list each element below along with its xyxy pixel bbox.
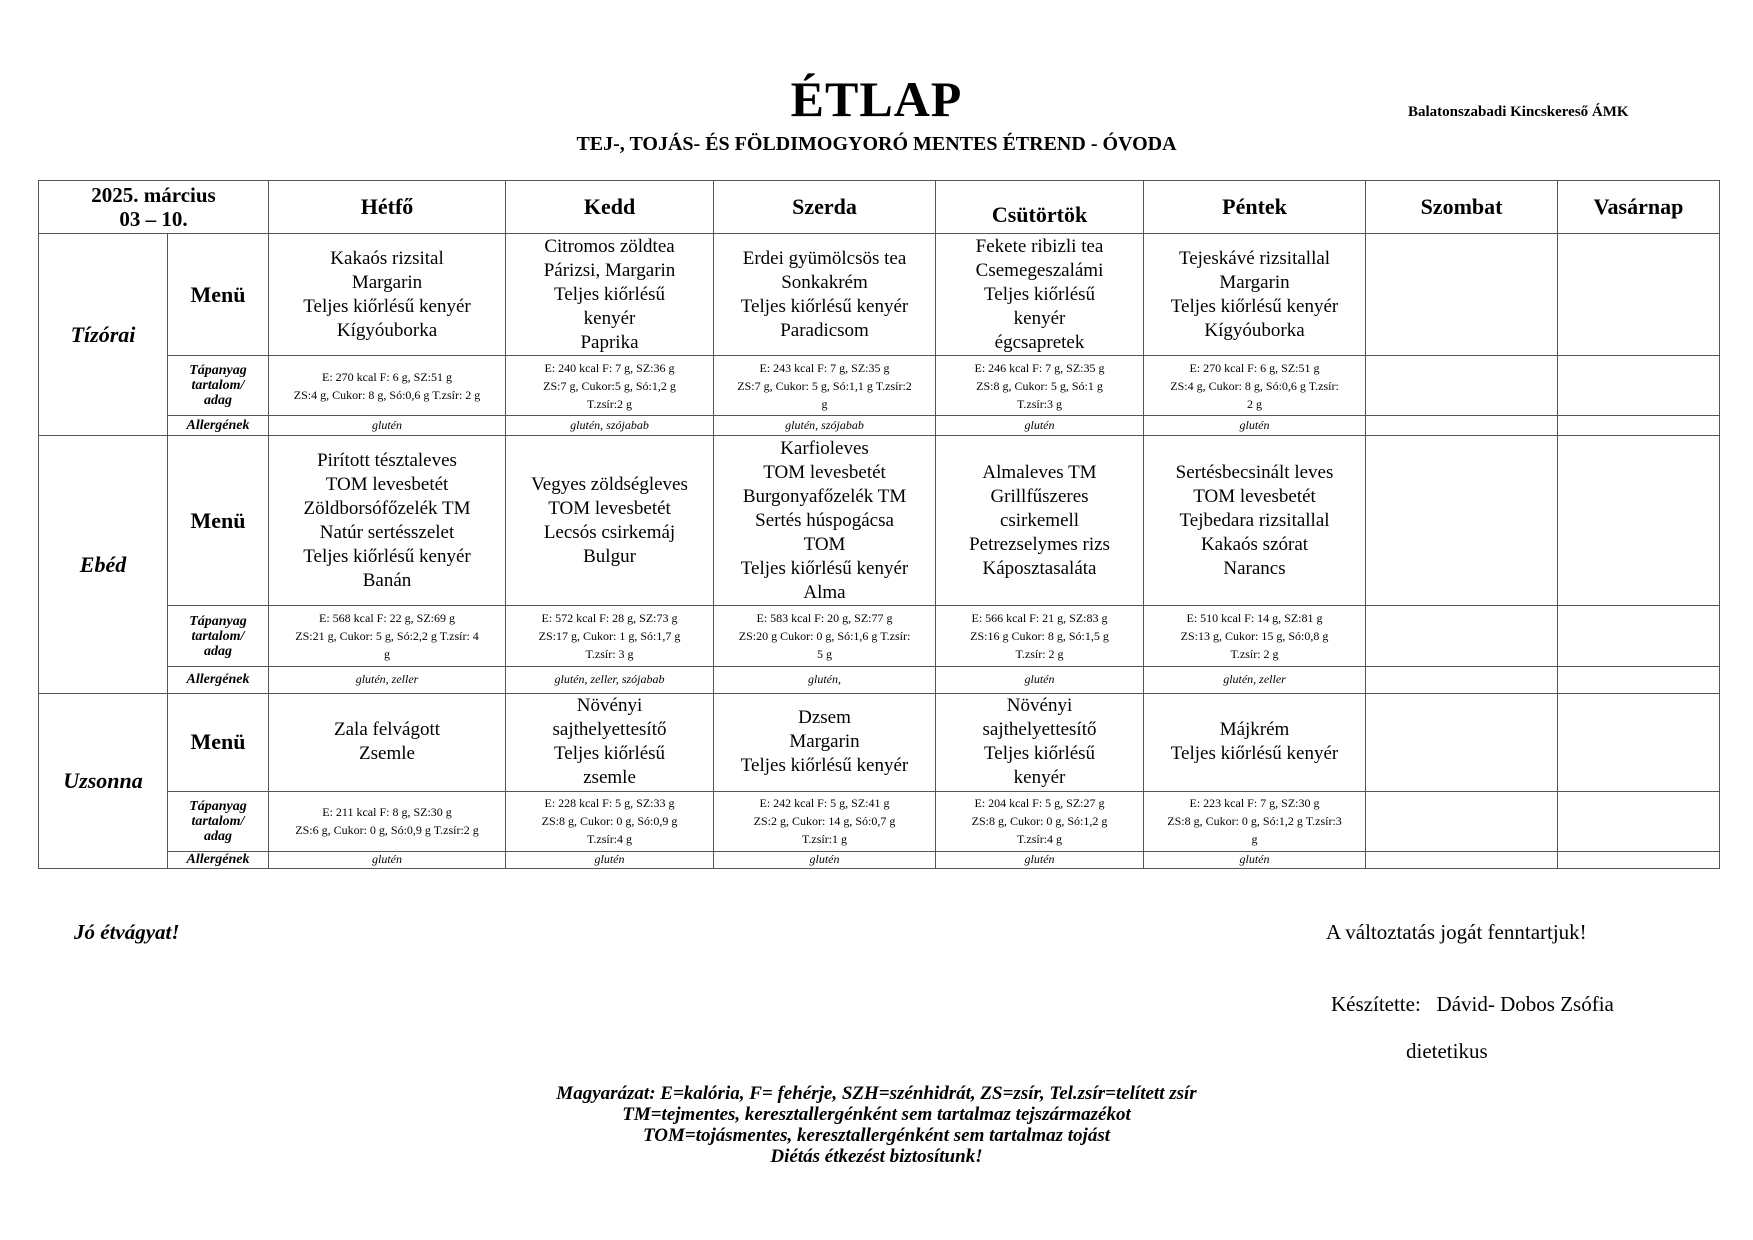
- menu-item: Májkrém: [1219, 719, 1290, 741]
- menu-cell: [1366, 436, 1558, 606]
- bon-appetit-text: Jó étvágyat!: [74, 920, 180, 944]
- nutrition-label-line: Tápanyag: [189, 363, 247, 379]
- legend-line: TOM=tojásmentes, keresztallergénként sem tartalmaz tojást: [642, 1125, 1111, 1146]
- menu-cell: [269, 436, 506, 606]
- nutrition-cell: [1366, 606, 1558, 666]
- menu-item: Teljes kiőrlésű kenyér: [303, 295, 471, 317]
- menu-cell: [1558, 693, 1720, 791]
- menu-item: égcsapretek: [994, 331, 1085, 353]
- menu-cell: [1144, 234, 1366, 356]
- menu-item: TOM levesbetét: [548, 497, 671, 519]
- nutrition-cell: [1144, 791, 1366, 851]
- page-subtitle: TEJ-, TOJÁS- ÉS FÖLDIMOGYORÓ MENTES ÉTREND - ÓVODA: [576, 133, 1177, 155]
- nutrition-label-line: Tápanyag: [189, 798, 247, 814]
- menu-item: Petrezselymes rizs: [969, 533, 1110, 555]
- menu-item: Teljes kiőrlésű: [983, 743, 1096, 765]
- legend-line: Magyarázat: E=kalória, F= fehérje, SZH=szénhidrát, ZS=zsír, Tel.zsír=telített zsír: [556, 1083, 1197, 1104]
- nutrition-cell: [506, 606, 714, 666]
- nutrition-line: 2 g: [1247, 396, 1263, 411]
- nutrition-line: E: 510 kcal F: 14 g, SZ:81 g: [1186, 611, 1323, 626]
- menu-item: Burgonyafőzelék TM: [742, 485, 907, 507]
- menu-label: Menü: [168, 436, 269, 606]
- nutrition-cell: [269, 356, 506, 416]
- menu-item: Sertésbecsinált leves: [1175, 461, 1334, 483]
- nutrition-line: T.zsír:4 g: [586, 832, 633, 847]
- menu-item: csirkemell: [999, 509, 1080, 531]
- nutrition-row: [39, 356, 1720, 416]
- author-role: dietetikus: [1406, 1039, 1488, 1063]
- nutrition-label: [168, 606, 269, 666]
- allergen-cell: glutén: [269, 416, 506, 436]
- menu-item: sajthelyettesítő: [552, 719, 667, 741]
- nutrition-cell: [714, 606, 936, 666]
- menu-item: Paprika: [580, 331, 639, 353]
- menu-cell: [1558, 234, 1720, 356]
- allergen-cell: glutén,: [714, 666, 936, 693]
- menu-item: Tejeskávé rizsitallal: [1178, 247, 1331, 269]
- menu-item: kenyér: [1013, 307, 1066, 329]
- menu-item: TOM levesbetét: [325, 473, 449, 495]
- meal-name: Ebéd: [39, 436, 168, 693]
- nutrition-line: T.zsír: 2 g: [1230, 647, 1279, 662]
- menu-cell: [506, 436, 714, 606]
- menu-label: Menü: [168, 234, 269, 356]
- allergen-cell: [1558, 851, 1720, 868]
- nutrition-line: E: 568 kcal F: 22 g, SZ:69 g: [319, 611, 456, 626]
- menu-row: [39, 436, 1720, 606]
- menu-cell: [1558, 436, 1720, 606]
- nutrition-line: ZS:21 g, Cukor: 5 g, Só:2,2 g T.zsír: 4: [295, 629, 479, 644]
- menu-item: Teljes kiőrlésű kenyér: [1170, 295, 1339, 317]
- menu-item: Vegyes zöldségleves: [531, 473, 688, 495]
- nutrition-line: E: 572 kcal F: 28 g, SZ:73 g: [541, 611, 678, 626]
- nutrition-line: E: 246 kcal F: 7 g, SZ:35 g: [974, 360, 1105, 375]
- menu-cell: [506, 693, 714, 791]
- nutrition-line: ZS:7 g, Cukor: 5 g, Só:1,1 g T.zsír:2: [737, 378, 912, 393]
- nutrition-label-line: adag: [204, 828, 232, 844]
- menu-item: Almaleves TM: [982, 461, 1097, 483]
- menu-row: [39, 234, 1720, 356]
- nutrition-cell: [1144, 606, 1366, 666]
- menu-item: TOM levesbetét: [1193, 485, 1316, 507]
- allergen-cell: [1366, 416, 1558, 436]
- legend-line: TM=tejmentes, keresztallergénként sem tartalmaz tejszármazékot: [622, 1104, 1131, 1125]
- allergen-cell: glutén, szójabab: [506, 416, 714, 436]
- nutrition-line: E: 566 kcal F: 21 g, SZ:83 g: [971, 611, 1108, 626]
- menu-item: Fekete ribizli tea: [975, 235, 1104, 257]
- menu-item: Bulgur: [583, 545, 636, 567]
- allergen-cell: glutén, zeller: [269, 666, 506, 693]
- nutrition-line: ZS:4 g, Cukor: 8 g, Só:0,6 g T.zsír: 2 g: [293, 387, 481, 402]
- nutrition-line: 5 g: [817, 647, 833, 662]
- nutrition-line: ZS:4 g, Cukor: 8 g, Só:0,6 g T.zsír:: [1170, 378, 1339, 393]
- nutrition-line: ZS:8 g, Cukor: 5 g, Só:1 g: [976, 378, 1103, 393]
- nutrition-cell: [714, 356, 936, 416]
- allergen-row: [39, 851, 1720, 868]
- menu-item: Karfioleves: [780, 437, 869, 459]
- institution-name: Balatonszabadi Kincskereső ÁMK: [1408, 104, 1629, 120]
- menu-cell: [714, 693, 936, 791]
- nutrition-line: E: 240 kcal F: 7 g, SZ:36 g: [544, 360, 675, 375]
- allergen-row: [39, 666, 1720, 693]
- date-days: 03 – 10.: [119, 207, 188, 232]
- meal-name: Uzsonna: [39, 693, 168, 868]
- menu-cell: [1144, 436, 1366, 606]
- nutrition-cell: [1558, 791, 1720, 851]
- menu-item: Margarin: [351, 271, 423, 293]
- nutrition-line: E: 204 kcal F: 5 g, SZ:27 g: [974, 796, 1105, 811]
- nutrition-cell: [1558, 356, 1720, 416]
- allergen-cell: glutén, zeller: [1144, 666, 1366, 693]
- nutrition-line: g: [1251, 832, 1258, 847]
- menu-item: Narancs: [1223, 557, 1286, 579]
- menu-item: Kígyóuborka: [1204, 319, 1305, 341]
- nutrition-label-line: tartalom/: [191, 628, 245, 644]
- menu-cell: [714, 234, 936, 356]
- legend-block: [0, 1083, 1753, 1167]
- menu-item: Kakaós rizsital: [330, 247, 444, 269]
- menu-item: Teljes kiőrlésű kenyér: [740, 557, 909, 579]
- menu-item: Zala felvágott: [334, 719, 441, 741]
- menu-label: Menü: [168, 693, 269, 791]
- menu-item: Paradicsom: [780, 319, 869, 341]
- nutrition-line: ZS:6 g, Cukor: 0 g, Só:0,9 g T.zsír:2 g: [295, 823, 479, 838]
- menu-item: Teljes kiőrlésű kenyér: [740, 295, 909, 317]
- nutrition-cell: [1366, 356, 1558, 416]
- allergens-label: Allergének: [168, 416, 269, 436]
- legend-line: Diétás étkezést biztosítunk!: [770, 1146, 983, 1167]
- nutrition-line: E: 211 kcal F: 8 g, SZ:30 g: [322, 805, 452, 820]
- nutrition-cell: [936, 356, 1144, 416]
- nutrition-line: E: 583 kcal F: 20 g, SZ:77 g: [756, 611, 893, 626]
- menu-row: [39, 693, 1720, 791]
- nutrition-cell: [506, 791, 714, 851]
- nutrition-line: ZS:8 g, Cukor: 0 g, Só:1,2 g: [971, 814, 1108, 829]
- menu-item: sajthelyettesítő: [982, 719, 1097, 741]
- menu-item: Zsemle: [359, 743, 415, 765]
- menu-item: kenyér: [1013, 767, 1066, 789]
- nutrition-line: T.zsír: 2 g: [1015, 647, 1064, 662]
- menu-item: TOM levesbetét: [763, 461, 886, 483]
- day-header: Vasárnap: [1558, 181, 1720, 234]
- allergens-label: Allergének: [168, 851, 269, 868]
- nutrition-line: ZS:8 g, Cukor: 0 g, Só:0,9 g: [541, 814, 678, 829]
- nutrition-label-line: tartalom/: [191, 813, 245, 829]
- menu-item: Sertés húspogácsa: [755, 509, 894, 531]
- menu-item: Zöldborsófőzelék TM: [303, 497, 471, 519]
- allergen-cell: glutén: [506, 851, 714, 868]
- menu-item: Margarin: [1219, 271, 1290, 293]
- menu-cell: [1366, 693, 1558, 791]
- nutrition-line: g: [821, 396, 828, 411]
- menu-item: Teljes kiőrlésű kenyér: [1170, 743, 1339, 765]
- allergen-cell: glutén: [1144, 416, 1366, 436]
- menu-item: Teljes kiőrlésű: [553, 743, 666, 765]
- nutrition-cell: [269, 606, 506, 666]
- nutrition-line: E: 223 kcal F: 7 g, SZ:30 g: [1189, 796, 1320, 811]
- nutrition-cell: [936, 606, 1144, 666]
- nutrition-line: E: 242 kcal F: 5 g, SZ:41 g: [759, 796, 890, 811]
- allergen-cell: glutén: [936, 666, 1144, 693]
- nutrition-line: T.zsír: 3 g: [585, 647, 634, 662]
- nutrition-label-line: adag: [204, 643, 232, 659]
- nutrition-line: E: 243 kcal F: 7 g, SZ:35 g: [759, 360, 890, 375]
- nutrition-cell: [936, 791, 1144, 851]
- allergen-cell: [1366, 851, 1558, 868]
- nutrition-line: T.zsír:3 g: [1016, 396, 1063, 411]
- nutrition-line: ZS:7 g, Cukor:5 g, Só:1,2 g: [543, 378, 676, 393]
- menu-item: Pirított tésztaleves: [317, 449, 457, 471]
- nutrition-line: ZS:2 g, Cukor: 14 g, Só:0,7 g: [753, 814, 896, 829]
- nutrition-line: E: 270 kcal F: 6 g, SZ:51 g: [322, 369, 453, 384]
- menu-cell: [269, 693, 506, 791]
- allergen-cell: [1558, 666, 1720, 693]
- nutrition-line: ZS:8 g, Cukor: 0 g, Só:1,2 g T.zsír:3: [1167, 814, 1342, 829]
- allergen-cell: [1366, 666, 1558, 693]
- menu-item: Növényi: [1006, 695, 1073, 717]
- menu-item: Grillfűszeres: [990, 485, 1089, 507]
- menu-item: Sonkakrém: [781, 271, 868, 293]
- allergen-cell: glutén, zeller, szójabab: [506, 666, 714, 693]
- nutrition-label-line: tartalom/: [191, 378, 245, 394]
- nutrition-line: T.zsír:1 g: [801, 832, 848, 847]
- menu-cell: [506, 234, 714, 356]
- nutrition-line: ZS:13 g, Cukor: 15 g, Só:0,8 g: [1180, 629, 1329, 644]
- day-header: Szombat: [1366, 181, 1558, 234]
- nutrition-line: E: 270 kcal F: 6 g, SZ:51 g: [1189, 360, 1320, 375]
- nutrition-label: [168, 791, 269, 851]
- menu-item: Teljes kiőrlésű: [553, 283, 666, 305]
- menu-cell: [936, 436, 1144, 606]
- day-header: Szerda: [714, 181, 936, 234]
- menu-item: Erdei gyümölcsös tea: [742, 247, 907, 269]
- menu-item: Tejbedara rizsitallal: [1179, 509, 1330, 531]
- menu-item: Dzsem: [798, 707, 851, 729]
- allergen-cell: glutén: [936, 416, 1144, 436]
- menu-item: TOM: [803, 533, 846, 555]
- menu-table: [38, 180, 1720, 869]
- menu-item: Kakaós szórat: [1200, 533, 1309, 555]
- menu-item: kenyér: [583, 307, 636, 329]
- menu-cell: [936, 234, 1144, 356]
- nutrition-cell: [269, 791, 506, 851]
- nutrition-cell: [1558, 606, 1720, 666]
- allergen-cell: glutén: [714, 851, 936, 868]
- menu-item: Lecsós csirkemáj: [543, 521, 676, 543]
- nutrition-cell: [506, 356, 714, 416]
- menu-item: Citromos zöldtea: [544, 235, 675, 257]
- day-header: Csütörtök: [936, 181, 1144, 234]
- menu-item: Teljes kiőrlésű kenyér: [303, 545, 471, 567]
- nutrition-line: T.zsír:2 g: [586, 396, 633, 411]
- nutrition-line: ZS:16 g Cukor: 8 g, Só:1,5 g: [970, 629, 1109, 644]
- menu-item: Párizsi, Margarin: [543, 259, 676, 281]
- menu-item: Teljes kiőrlésű kenyér: [740, 755, 909, 777]
- allergen-cell: glutén: [269, 851, 506, 868]
- nutrition-cell: [1144, 356, 1366, 416]
- menu-item: Káposztasaláta: [982, 557, 1097, 579]
- menu-item: Margarin: [789, 731, 860, 753]
- header-row: [39, 181, 1720, 234]
- date-range-cell: [39, 181, 269, 234]
- menu-cell: [269, 234, 506, 356]
- menu-cell: [1366, 234, 1558, 356]
- page-title: ÉTLAP: [790, 71, 963, 127]
- menu-item: Kígyóuborka: [336, 319, 438, 341]
- nutrition-line: E: 228 kcal F: 5 g, SZ:33 g: [544, 796, 675, 811]
- allergen-cell: glutén: [1144, 851, 1366, 868]
- menu-item: Növényi: [576, 695, 643, 717]
- nutrition-line: g: [384, 647, 391, 662]
- menu-item: Natúr sertésszelet: [319, 521, 455, 543]
- allergen-cell: [1558, 416, 1720, 436]
- nutrition-line: T.zsír:4 g: [1016, 832, 1063, 847]
- menu-cell: [1144, 693, 1366, 791]
- nutrition-label-line: Tápanyag: [189, 613, 247, 629]
- menu-item: zsemle: [583, 767, 636, 789]
- change-notice: A változtatás jogát fenntartjuk!: [1326, 920, 1587, 944]
- nutrition-cell: [1366, 791, 1558, 851]
- menu-item: Banán: [362, 569, 412, 591]
- allergen-cell: glutén: [936, 851, 1144, 868]
- menu-cell: [714, 436, 936, 606]
- nutrition-line: ZS:20 g Cukor: 0 g, Só:1,6 g T.zsír:: [738, 629, 911, 644]
- allergen-row: [39, 416, 1720, 436]
- nutrition-cell: [714, 791, 936, 851]
- date-month: 2025. március: [91, 183, 216, 208]
- nutrition-label-line: adag: [204, 393, 232, 409]
- allergens-label: Allergének: [168, 666, 269, 693]
- nutrition-line: ZS:17 g, Cukor: 1 g, Só:1,7 g: [538, 629, 681, 644]
- day-header: Péntek: [1144, 181, 1366, 234]
- menu-item: Csemegeszalámi: [975, 259, 1104, 281]
- day-header: Kedd: [506, 181, 714, 234]
- menu-cell: [936, 693, 1144, 791]
- allergen-cell: glutén, szójabab: [714, 416, 936, 436]
- nutrition-row: [39, 791, 1720, 851]
- nutrition-label: [168, 356, 269, 416]
- nutrition-row: [39, 606, 1720, 666]
- menu-item: Alma: [803, 581, 846, 603]
- day-header: Hétfő: [269, 181, 506, 234]
- author-credit: Készítette: Dávid- Dobos Zsófia: [1331, 992, 1614, 1016]
- menu-item: Teljes kiőrlésű: [983, 283, 1096, 305]
- meal-name: Tízórai: [39, 234, 168, 436]
